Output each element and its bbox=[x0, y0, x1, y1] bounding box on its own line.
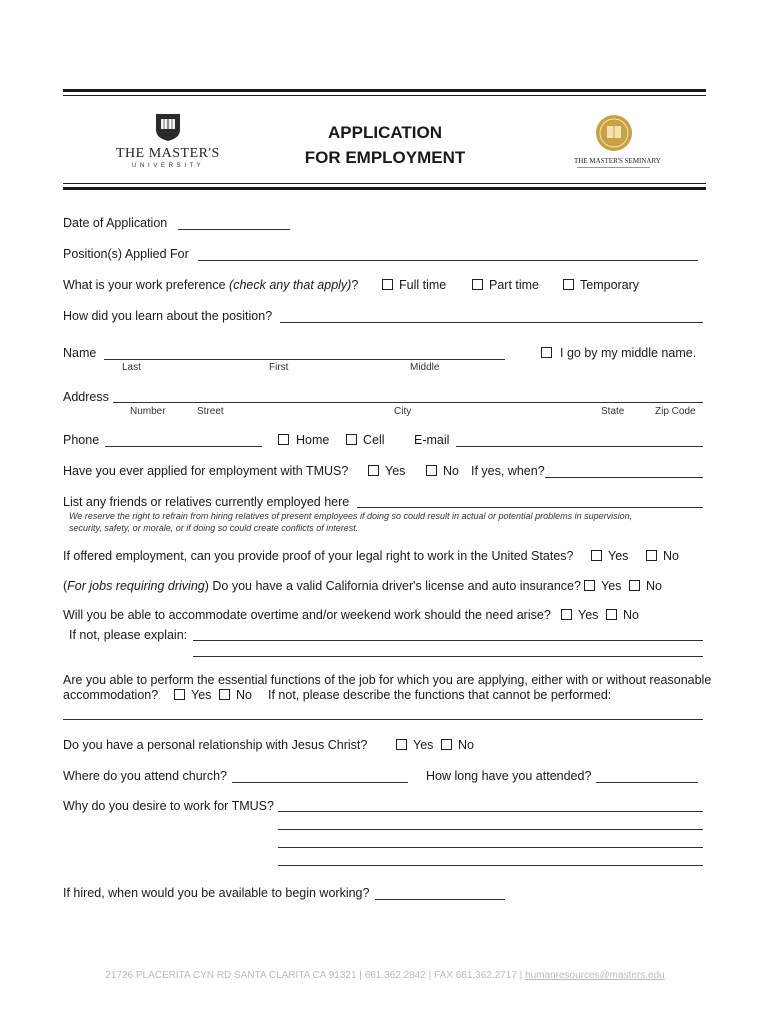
applied-label: Have you ever applied for employment with TMUS? bbox=[63, 464, 349, 478]
position-label: Position(s) Applied For bbox=[63, 247, 189, 261]
date-label: Date of Application bbox=[63, 216, 168, 230]
temporary-checkbox[interactable] bbox=[563, 279, 574, 290]
driving-hint: For jobs requiring driving bbox=[67, 579, 205, 593]
cell-label: Cell bbox=[363, 433, 385, 447]
essential-label-line2: accommodation? bbox=[63, 688, 159, 702]
essential-field[interactable] bbox=[63, 719, 703, 720]
addr-number-caption: Number bbox=[130, 406, 166, 417]
overtime-label: Will you be able to accommodate overtime and/or weekend work should the need arise? bbox=[63, 608, 551, 622]
preference-q: ? bbox=[351, 278, 359, 292]
university-logo-name: THE MASTER'S bbox=[116, 146, 220, 161]
friends-label: List any friends or relatives currently employed here bbox=[63, 495, 350, 509]
why-field-3[interactable] bbox=[278, 847, 703, 848]
learn-label: How did you learn about the position? bbox=[63, 309, 273, 323]
why-field-2[interactable] bbox=[278, 829, 703, 830]
home-checkbox[interactable] bbox=[278, 434, 289, 445]
driving-no-checkbox[interactable] bbox=[629, 580, 640, 591]
page-title-line2: FOR EMPLOYMENT bbox=[304, 148, 466, 167]
home-label: Home bbox=[296, 433, 330, 447]
church-field[interactable] bbox=[232, 782, 408, 783]
legal-no-checkbox[interactable] bbox=[646, 550, 657, 561]
driving-no-label: No bbox=[646, 579, 662, 593]
phone-field[interactable] bbox=[105, 446, 262, 447]
if-yes-when-label: If yes, when? bbox=[471, 464, 545, 478]
date-field[interactable] bbox=[178, 229, 290, 230]
applied-no-label: No bbox=[443, 464, 459, 478]
footer-sep2: | FAX bbox=[428, 970, 453, 981]
if-yes-when-field[interactable] bbox=[545, 477, 703, 478]
essential-yes-checkbox[interactable] bbox=[174, 689, 185, 700]
full-time-checkbox[interactable] bbox=[382, 279, 393, 290]
jesus-no-checkbox[interactable] bbox=[441, 739, 452, 750]
essential-yes-label: Yes bbox=[191, 688, 212, 702]
seal-icon bbox=[595, 114, 633, 152]
legal-right-label: If offered employment, can you provide proof of your legal right to work in the United States? bbox=[63, 549, 574, 563]
address-field[interactable] bbox=[113, 402, 703, 403]
applied-yes-label: Yes bbox=[385, 464, 406, 478]
why-field-1[interactable] bbox=[278, 811, 703, 812]
email-field[interactable] bbox=[456, 446, 703, 447]
phone-label: Phone bbox=[63, 433, 100, 447]
friends-field[interactable] bbox=[357, 507, 703, 508]
cell-checkbox[interactable] bbox=[346, 434, 357, 445]
footer-address: 21726 PLACERITA CYN RD SANTA CLARITA CA 91321 bbox=[105, 970, 357, 981]
applied-yes-checkbox[interactable] bbox=[368, 465, 379, 476]
essential-label-line1: Are you able to perform the essential functions of the job for which you are applying, either with or without reasonable bbox=[63, 673, 712, 687]
applied-no-checkbox[interactable] bbox=[426, 465, 437, 476]
part-time-label: Part time bbox=[489, 278, 540, 292]
essential-if-not-label: If not, please describe the functions that cannot be performed: bbox=[268, 688, 612, 702]
footer-email-link[interactable]: humanresources@masters.edu bbox=[525, 970, 665, 981]
temporary-label: Temporary bbox=[580, 278, 640, 292]
legal-no-label: No bbox=[663, 549, 679, 563]
address-label: Address bbox=[63, 390, 109, 404]
essential-no-label: No bbox=[236, 688, 252, 702]
full-time-label: Full time bbox=[399, 278, 447, 292]
name-middle-caption: Middle bbox=[410, 362, 440, 373]
overtime-yes-label: Yes bbox=[578, 608, 599, 622]
footer-sep1: | bbox=[359, 970, 362, 981]
addr-city-caption: City bbox=[394, 406, 412, 417]
driving-label: ) Do you have a valid California driver's license and auto insurance? bbox=[204, 579, 581, 593]
available-field[interactable] bbox=[375, 899, 505, 900]
part-time-checkbox[interactable] bbox=[472, 279, 483, 290]
seminary-logo-name: THE MASTER'S SEMINARY bbox=[574, 157, 661, 165]
university-logo bbox=[112, 112, 224, 172]
jesus-label: Do you have a personal relationship with Jesus Christ? bbox=[63, 738, 368, 752]
how-long-label: How long have you attended? bbox=[426, 769, 592, 783]
explain-field-2[interactable] bbox=[193, 656, 703, 657]
header-bottom-rule-thick bbox=[63, 187, 706, 190]
university-logo-sub: U N I V E R S I T Y bbox=[132, 163, 202, 169]
why-field-4[interactable] bbox=[278, 865, 703, 866]
jesus-yes-label: Yes bbox=[413, 738, 434, 752]
seminary-logo-underline bbox=[577, 167, 650, 168]
addr-street-caption: Street bbox=[197, 406, 224, 417]
jesus-yes-checkbox[interactable] bbox=[396, 739, 407, 750]
preference-hint: (check any that apply) bbox=[229, 278, 352, 292]
legal-yes-checkbox[interactable] bbox=[591, 550, 602, 561]
driving-question bbox=[63, 579, 581, 593]
name-label: Name bbox=[63, 346, 97, 360]
name-first-caption: First bbox=[269, 362, 289, 373]
explain-label: If not, please explain: bbox=[69, 628, 188, 642]
driving-yes-label: Yes bbox=[601, 579, 622, 593]
driving-yes-checkbox[interactable] bbox=[584, 580, 595, 591]
footer-fax: 661.362.2717 bbox=[455, 970, 517, 981]
overtime-no-label: No bbox=[623, 608, 639, 622]
how-long-field[interactable] bbox=[596, 782, 698, 783]
learn-field[interactable] bbox=[280, 322, 703, 323]
overtime-no-checkbox[interactable] bbox=[606, 609, 617, 620]
header-bottom-rule bbox=[63, 183, 706, 184]
footer-phone: 661.362.2842 bbox=[364, 970, 426, 981]
legal-yes-label: Yes bbox=[608, 549, 629, 563]
preference-label: What is your work preference bbox=[63, 278, 226, 292]
seminary-logo bbox=[572, 114, 661, 170]
addr-zip-caption: Zip Code bbox=[655, 406, 696, 417]
church-label: Where do you attend church? bbox=[63, 769, 227, 783]
available-label: If hired, when would you be available to begin working? bbox=[63, 886, 370, 900]
addr-state-caption: State bbox=[601, 406, 625, 417]
email-label: E-mail bbox=[414, 433, 450, 447]
jesus-no-label: No bbox=[458, 738, 474, 752]
position-field[interactable] bbox=[198, 260, 698, 261]
middle-name-label: I go by my middle name. bbox=[560, 346, 697, 360]
essential-no-checkbox[interactable] bbox=[219, 689, 230, 700]
header-top-rule bbox=[63, 89, 706, 92]
middle-name-checkbox[interactable] bbox=[541, 347, 552, 358]
shield-icon bbox=[153, 112, 183, 142]
preference-question bbox=[63, 278, 358, 292]
footer bbox=[0, 970, 770, 981]
why-label: Why do you desire to work for TMUS? bbox=[63, 799, 274, 813]
name-last-caption: Last bbox=[122, 362, 141, 373]
reserve-note-line2: security, safety, or morale, or if doing so could create conflicts of interest. bbox=[69, 523, 359, 533]
reserve-note-line1: We reserve the right to refrain from hiring relatives of present employees if doing so could result in actual or potential problems in supervision, bbox=[69, 511, 633, 521]
overtime-yes-checkbox[interactable] bbox=[561, 609, 572, 620]
page-title-line1: APPLICATION bbox=[328, 123, 442, 142]
explain-field-1[interactable] bbox=[193, 640, 703, 641]
footer-sep3: | bbox=[519, 970, 523, 981]
header-top-rule-thin bbox=[63, 95, 706, 96]
name-field[interactable] bbox=[104, 359, 505, 360]
driving-open-paren: ( bbox=[63, 579, 68, 593]
